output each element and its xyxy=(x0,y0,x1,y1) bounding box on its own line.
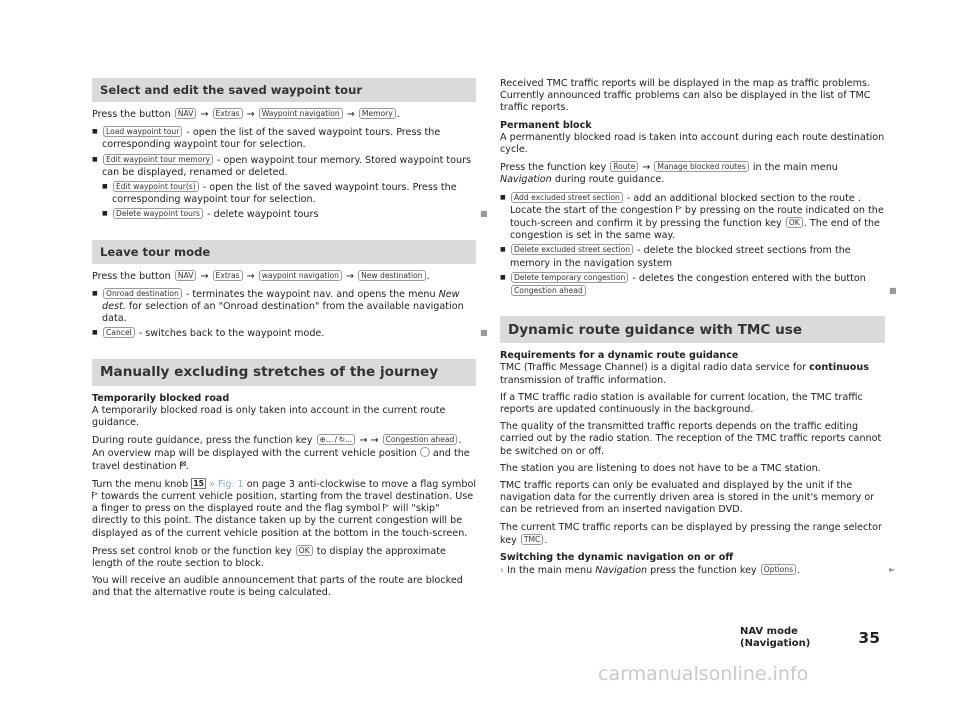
route-key[interactable]: Route xyxy=(610,161,638,172)
subheading: Switching the dynamic navigation on or off xyxy=(500,552,734,564)
list-item: ■ Delete waypoint tours - delete waypoint tours ■ xyxy=(102,208,476,221)
step-arrow-icon: › xyxy=(500,565,504,577)
section-heading-dynamic-route-guidance: Dynamic route guidance with TMC use xyxy=(500,316,885,343)
paragraph: A permanently blocked road is taken into account during each route destination cycle. xyxy=(500,131,885,156)
left-column xyxy=(92,78,488,605)
continue-arrow-icon: ► xyxy=(889,565,896,575)
edit-waypoint-tour-memory-key[interactable]: Edit waypoint tour memory xyxy=(103,154,213,165)
section-heading-select-edit-tour: Select and edit the saved waypoint tour xyxy=(92,78,476,102)
flag-icon xyxy=(92,491,98,500)
chapter-label: NAV mode (Navigation) xyxy=(740,626,811,650)
list-item: ■ Edit waypoint tour(s) - open the list of the saved waypoint tours. Press the corresponding waypoint tour for selection. xyxy=(102,181,476,206)
delete-excluded-street-section-key[interactable]: Delete excluded street section xyxy=(511,244,633,255)
waypoint-navigation-key[interactable]: waypoint navigation xyxy=(259,270,342,281)
paragraph: Press set control knob or the function key OK to display the approximate length of the route section to block. xyxy=(92,545,446,570)
paragraph: Turn the menu knob 15 » Fig. 1 on page 3 anti-clockwise to move a flag symbol towards the current vehicle position, starting from the travel destination. Use a finger to press on the displayed route and the flag symbol will "skip" directly to this point. The distance taken up by the current congestion will be displayed as of the current vehicle position at the bottom in the touch-screen. xyxy=(92,478,476,539)
section-end-icon: ■ xyxy=(889,286,897,296)
paragraph: TMC (Traffic Message Channel) is a digital radio data service for continuous transmission of traffic information. xyxy=(500,362,869,386)
zoom-key[interactable]: ⊕... / ↻... xyxy=(317,434,356,445)
menu-knob-number: 15 xyxy=(193,478,204,488)
edit-waypoint-tours-key[interactable]: Edit waypoint tour(s) xyxy=(113,181,199,192)
add-excluded-street-section-key[interactable]: Add excluded street section xyxy=(511,192,623,203)
flag-icon xyxy=(383,503,389,512)
delete-temporary-congestion-key[interactable]: Delete temporary congestion xyxy=(511,272,628,283)
onroad-destination-key[interactable]: Onroad destination xyxy=(103,288,182,299)
subheading: Temporarily blocked road xyxy=(92,392,230,404)
watermark: carmanualsonline.info xyxy=(598,663,809,685)
paragraph: Received TMC traffic reports will be displayed in the map as traffic problems. Currently announced traffic problems can also be displayed in the list of TMC traffic reports. xyxy=(500,78,871,114)
paragraph: If a TMC traffic radio station is available for current location, the TMC traffic reports are updated continuously in the background. xyxy=(500,391,863,416)
flag-icon xyxy=(676,205,682,214)
list-item: ■ Edit waypoint tour memory - open waypoint tour memory. Stored waypoint tours can be displayed, renamed or deleted. xyxy=(92,154,476,179)
delete-waypoint-tours-key[interactable]: Delete waypoint tours xyxy=(113,208,203,219)
ok-key[interactable]: OK xyxy=(296,545,313,556)
paragraph: Press the function key Route → Manage blocked routes in the main menu Navigation during route guidance. xyxy=(500,162,838,186)
section-heading-excluding-stretches: Manually excluding stretches of the journey xyxy=(92,359,476,386)
tmc-key[interactable]: TMC xyxy=(521,534,544,545)
congestion-ahead-key[interactable]: Congestion ahead xyxy=(511,285,586,296)
paragraph: During route guidance, press the function key ⊕... / ↻... → → Congestion ahead . An overview map will be displayed with the current vehicle position and the travel destination . xyxy=(92,435,470,472)
paragraph: The quality of the transmitted traffic reports depends on the traffic editing carried out by the radio station. The reception of the TMC traffic reports cannot be switched on or off. xyxy=(500,421,882,457)
list-item: ■ Delete excluded street section - delete the blocked street sections from the memory in the navigation system xyxy=(500,244,885,269)
paragraph: Press the button NAV → Extras → Waypoint navigation → Memory . xyxy=(92,109,400,120)
list-item: ■ Delete temporary congestion - deletes the congestion entered with the button Congestion ahead ■ xyxy=(500,272,885,298)
step: › In the main menu Navigation press the function key Options . ► xyxy=(500,565,896,577)
extras-key[interactable]: Extras xyxy=(213,270,243,281)
list-item: ■ Load waypoint tour - open the list of the saved waypoint tours. Press the corresponding waypoint tour for selection. xyxy=(92,126,476,151)
subheading: Requirements for a dynamic route guidance xyxy=(500,350,739,362)
subheading: Permanent block xyxy=(500,119,592,131)
new-destination-key[interactable]: New destination xyxy=(358,270,426,281)
page-number: 35 xyxy=(858,629,880,648)
paragraph: TMC traffic reports can only be evaluated and displayed by the unit if the navigation data for the currently driven area is stored in the unit's memory or can be retrieved from an inserted navigation DVD. xyxy=(500,480,875,516)
memory-key[interactable]: Memory xyxy=(359,108,396,119)
section-end-icon: ■ xyxy=(480,209,488,219)
section-end-icon: ■ xyxy=(480,328,488,338)
paragraph: You will receive an audible announcement that parts of the route are blocked and that the alternative route is being calculated. xyxy=(92,575,463,599)
nav-key[interactable]: NAV xyxy=(175,270,197,281)
list-item: ■ Add excluded street section - add an additional blocked section to the route . Locate the start of the congestion by pressing on the route indicated on the touch-screen and confirm it by pressing the function key OK . The end of the congestion is set in the same way. xyxy=(500,192,885,243)
congestion-ahead-key[interactable]: Congestion ahead xyxy=(383,434,458,445)
right-column xyxy=(500,78,897,583)
paragraph: The current TMC traffic reports can be displayed by pressing the range selector key TMC . xyxy=(500,521,882,546)
destination-flag-icon xyxy=(180,461,186,470)
cancel-key[interactable]: Cancel xyxy=(103,327,135,338)
list-item: ■ Onroad destination - terminates the waypoint nav. and opens the menu New dest. for selection of an "Onroad destination" from the available navigation data. xyxy=(92,288,476,326)
paragraph: A temporarily blocked road is only taken into account in the current route guidance. xyxy=(92,404,446,429)
extras-key[interactable]: Extras xyxy=(213,108,243,119)
page-footer xyxy=(740,626,880,650)
load-waypoint-tour-key[interactable]: Load waypoint tour xyxy=(103,126,182,137)
paragraph: The station you are listening to does not have to be a TMC station. xyxy=(500,462,821,474)
ok-key[interactable]: OK xyxy=(786,217,803,228)
options-key[interactable]: Options xyxy=(761,564,796,575)
paragraph: Press the button NAV → Extras → waypoint navigation → New destination . xyxy=(92,270,430,282)
list-item: ■ Cancel - switches back to the waypoint mode. ■ xyxy=(92,327,476,340)
figure-link[interactable]: » Fig. 1 xyxy=(208,478,244,490)
waypoint-navigation-key[interactable]: Waypoint navigation xyxy=(259,108,343,119)
vehicle-position-icon xyxy=(420,447,430,457)
manage-blocked-routes-key[interactable]: Manage blocked routes xyxy=(654,161,748,172)
section-heading-leave-tour-mode: Leave tour mode xyxy=(92,240,476,264)
nav-key[interactable]: NAV xyxy=(175,108,197,119)
